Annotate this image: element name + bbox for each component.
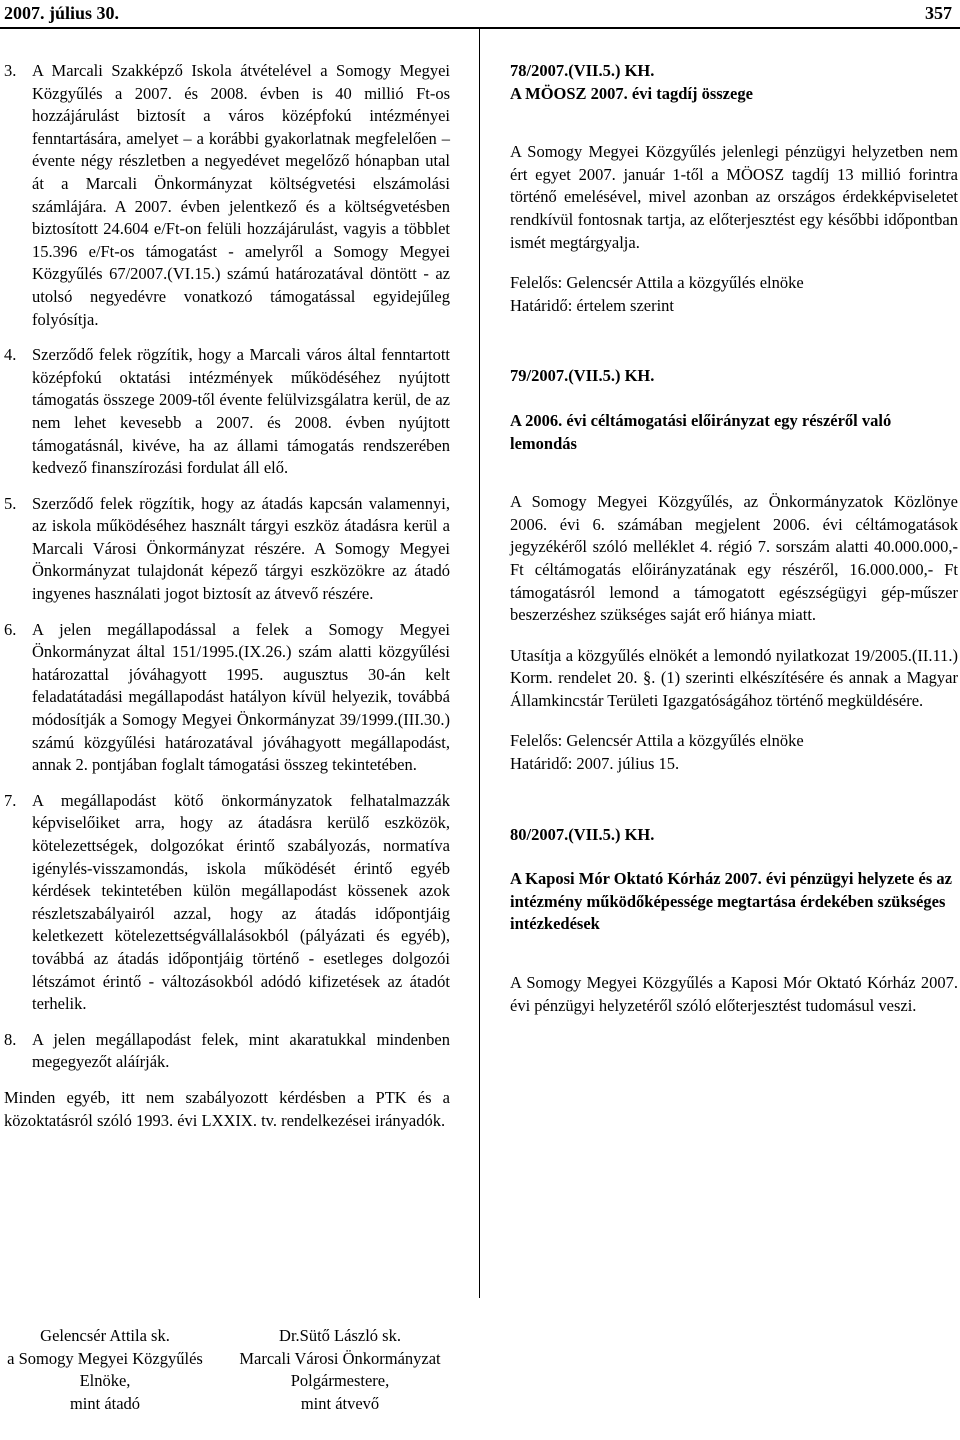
deadline-line: Határidő: értelem szerint <box>510 295 675 315</box>
agreement-item-3 <box>4 60 450 331</box>
signature-recipient: Dr.Sütő László sk. Marcali Városi Önkormányzat Polgármestere, mint átvevő <box>239 1326 441 1413</box>
resolution-79 <box>510 365 958 775</box>
deadline-line: Határidő: 2007. július 15. <box>510 754 680 774</box>
item-text: A jelen megállapodást felek, mint akaratukkal mindenben megegyezőt aláírják. <box>32 1029 450 1072</box>
resolution-body: A Somogy Megyei Közgyűlés, az Önkormányzatok Közlönye 2006. évi 6. számában megjelent 2006. évi céltámogatások jegyzékéről szóló melléklet 4. régió 7. sorszám alatti 40.000.000,-Ft céltámogatás előirányzatának egy részéről, 16.000.000,- Ft támogatásról lemond a támogatott egészségügyi gép-műszer beszerzéshez szükséges saját erő hiánya miatt. <box>510 492 958 625</box>
resolution-body: A Somogy Megyei Közgyűlés jelenlegi pénzügyi helyzetben nem ért egyet 2007. január 1-től a MÖOSZ tagdíj 13 millió forintra történő emelésével, mivel azonban az országos érdekképviseletet rendkívül fontosnak tartja, az előterjesztést egy későbbi időpontban ismét megtárgyalja. <box>510 142 958 252</box>
item-text: Szerződő felek rögzítik, hogy az átadás kapcsán valamennyi, az iskola működéséhez használt tárgyi eszköz átadásra kerül a Marcali Városi Önkormányzat részére. A Somogy Megyei Önkormányzat tulajdonát képező tárgyi eszközökre az átadó ingyenes használati jogot biztosít az átvevő részére. <box>32 493 450 604</box>
item-number: 5. <box>4 493 17 513</box>
item-text: A Marcali Szakképző Iskola átvételével a Somogy Megyei Közgyűlés a 2007. és 2008. évben is 40 millió Ft-os hozzájárulást biztosít a város középfokú intézményei fenntartására, amelyet – a korábbi gyakorlatnak megfelelően – évente négy részletben a negyedévet megelőző hónapban utal át a Marcali Önkormányzat költségvetési elszámolási számlájára. A 2007. évben jelentkező és a költségvetésben biztosított 24.604 e/Ft-on felüli hozzájárulást, vagyis a többlet 15.396 e/Ft-os támogatást - amelyről a Somogy Megyei Közgyűlés 67/2007.(VI.15.) számú határozatával döntött - az utolsó negyedévre vonatkozó támogatással egyidejűleg folyósítja. <box>32 61 450 329</box>
item-number: 6. <box>4 619 17 639</box>
item-text: Szerződő felek rögzítik, hogy a Marcali város által fenntartott középfokú oktatási intézmények működéséhez nyújtott támogatás összege 2009-től évente felülvizsgálatra kerül, de az nem lehet kevesebb a 2007. és 2008. évben nyújtott támogatásnál, kivéve, ha az állami támogatás rendszerében kedvező finanszírozási fordulat áll elő. <box>32 345 450 478</box>
item-number: 8. <box>4 1029 17 1049</box>
resolution-body-2: Utasítja a közgyűlés elnökét a lemondó nyilatkozat 19/2005.(II.11.) Korm. rendelet 20. §. (1) szerinti elkészítésére és annak a Magyar Államkincstár Területi Igazgatóságához történő megküldésére. <box>510 645 958 710</box>
resolution-80 <box>510 824 958 1018</box>
agreement-item-6 <box>4 619 450 777</box>
responsible-line: Felelős: Gelencsér Attila a közgyűlés elnöke <box>510 273 804 293</box>
agreement-item-7 <box>4 790 450 1016</box>
column-divider <box>479 28 480 1298</box>
resolution-body: A Somogy Megyei Közgyűlés a Kaposi Mór Oktató Kórház 2007. évi pénzügyi helyzetéről szóló előterjesztést tudomásul veszi. <box>510 973 958 1015</box>
right-column <box>510 60 958 1035</box>
responsible-line: Felelős: Gelencsér Attila a közgyűlés elnöke <box>510 731 804 751</box>
resolution-id: 79/2007.(VII.5.) KH. <box>510 366 655 386</box>
resolution-id: 80/2007.(VII.5.) KH. <box>510 824 655 844</box>
resolution-78 <box>510 60 958 317</box>
header-date: 2007. július 30. <box>4 3 120 23</box>
header-rule <box>0 27 960 29</box>
item-number: 4. <box>4 345 17 365</box>
left-column <box>4 60 450 1145</box>
resolution-title: A Kaposi Mór Oktató Kórház 2007. évi pénzügyi helyzete és az intézmény működőképessége megtartása érdekében szükséges intézkedések <box>510 869 952 934</box>
resolution-title: A 2006. évi céltámogatási előirányzat egy részéről való lemondás <box>510 410 892 453</box>
agreement-item-4 <box>4 344 450 480</box>
item-text: A megállapodást kötő önkormányzatok felhatalmazzák képviselőiket arra, hogy az átadásra kerülő eszközök, kötelezettségek, dolgozókat érintő szabályozás, normatíva igénylés-visszamondás, iskola működését érintő egyéb kérdések tekintetében külön megállapodást kössenek azok részletszabályairól azzal, hogy az átadás időpontjáig keletkezett kötelezettségvállalásokból (pályázati és egyéb), továbbá az átadás időpontjáig történő - esetleges dolgozói létszámot érintő - változásokból adódó kifizetések az átadót terhelik. <box>32 790 450 1014</box>
item-number: 7. <box>4 790 17 810</box>
agreement-item-8 <box>4 1029 450 1074</box>
resolution-title: A MÖOSZ 2007. évi tagdíj összege <box>510 83 753 103</box>
signature-transferor: Gelencsér Attila sk. a Somogy Megyei Közgyűlés Elnöke, mint átadó <box>7 1326 203 1413</box>
item-number: 3. <box>4 61 17 80</box>
resolution-id: 78/2007.(VII.5.) KH. <box>510 61 655 80</box>
page-header <box>0 0 960 26</box>
page-number: 357 <box>925 3 952 23</box>
agreement-item-5 <box>4 493 450 606</box>
item-text: A jelen megállapodással a felek a Somogy Megyei Önkormányzat által 151/1995.(IX.26.) szám alatti közgyűlési határozattal jóváhagyott 1995. augusztus 30-án kelt feladatátadási megállapodást hatályon kívül helyezik, továbbá módosítják a Somogy Megyei Önkormányzat 39/1999.(III.30.) számú közgyűlési határozatával jóváhagyott megállapodást, annak 2. pontjában foglalt támogatási összeg tekintetében. <box>32 619 450 775</box>
closing-paragraph: Minden egyéb, itt nem szabályozott kérdésben a PTK és a közoktatásról szóló 1993. évi LXXIX. tv. rendelkezései irányadók. <box>4 1087 450 1130</box>
